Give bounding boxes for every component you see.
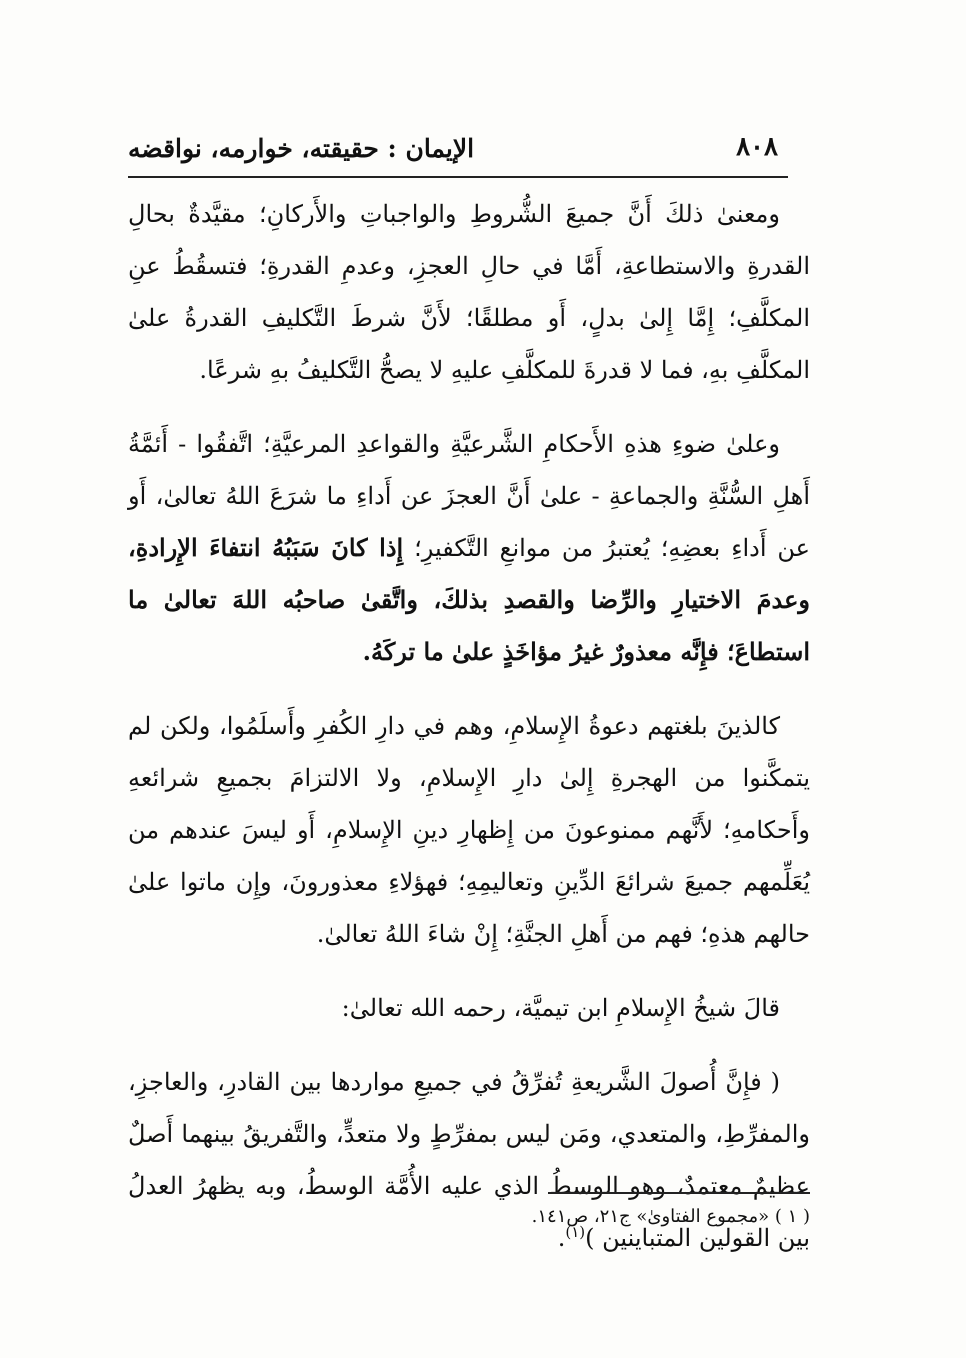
body-text (128, 188, 810, 1286)
quote-text: ( فإِنَّ أُصولَ الشَّريعةِ تُفرِّقُ في جميعِ مواردها بين القادرِ، والعاجزِ، والمفرِّطِ، والمتعدي، ومَن ليس بمفرِّطٍ ولا متعدٍّ، والتَّفريقُ بينهما أَصلٌ عظيمٌ معتمدٌ، وهو الوسطُ الذي عليه الأُمَّة الوسطُ، وبه يظهرُ العدلُ بين القولين المتباينين ) (128, 1068, 810, 1252)
quote-paragraph (128, 1056, 810, 1264)
paragraph-2-bold: إِذا كانَ سَبَبُهُ انتفاءَ الإِرادةِ، وعدمَ الاختيارِ والرِّضا والقصدِ بذلكَ، واتَّقىٰ صاحبُه اللهَ تعالىٰ ما استطاعَ؛ فإِنَّه معذورٌ غيرُ مؤاخَذٍ علىٰ ما تركَهُ. (128, 533, 810, 666)
paragraph-1: ومعنىٰ ذلكَ أَنَّ جميعَ الشُّروطِ والواجباتِ والأَركانِ؛ مقيَّدةٌ بحالِ القدرةِ والاستطاعةِ، أَمَّا في حالِ العجزِ، وعدمِ القدرةِ؛ فتسقُطُ عنِ المكلَّفِ؛ إِمَّا إِلىٰ بدلٍ، أَو مطلقًا؛ لأَنَّ شرطَ التَّكليفِ القدرةُ علىٰ المكلَّفِ بهِ، فما لا قدرةَ للمكلَّفِ عليهِ لا يصحُّ التَّكليفُ بهِ شرعًا. (128, 200, 810, 384)
paragraph-3: كالذينَ بلغتهم دعوةُ الإِسلامِ، وهم في دارِ الكُفرِ وأَسلَمُوا، ولكن لم يتمكَّنوا من الهجرةِ إِلىٰ دارِ الإِسلامِ، ولا الالتزامَ بجميعِ شرائعهِ وأَحكامهِ؛ لأَنَّهم ممنوعونَ من إِظهارِ دينِ الإِسلامِ، أَو ليسَ عندهم من يُعَلِّمهم جميعَ شرائعَ الدِّينِ وتعاليمِهِ؛ فهؤلاءِ معذورونَ، وإِن ماتوا علىٰ حالهم هذهِ؛ فهم من أَهلِ الجنَّةِ؛ إِنْ شاءَ اللهُ تعالىٰ. (128, 712, 810, 948)
footnote: ( ١ ) «مجموع الفتاوىٰ» ج٢١، ص١٤١. (531, 1206, 810, 1227)
paragraph-2-text: وعلىٰ ضوءِ هذهِ الأَحكامِ الشَّرعيَّةِ والقواعدِ المرعيَّةِ؛ اتَّفقُوا - أَئمَّةُ أَهلِ السُّنَّةِ والجماعةِ - علىٰ أَنَّ العجزَ عن أَداءِ ما شرَعَ اللهُ تعالىٰ، أَو عن أَداءِ بعضِهِ؛ يُعتبرُ من موانعِ التَّكفيرِ؛ (128, 430, 811, 562)
page-header (128, 132, 788, 174)
header-rule (128, 176, 788, 178)
footnote-reference: (١) (565, 1223, 586, 1241)
quote-end: . (557, 1224, 566, 1252)
page-number: ٨٠٨ (736, 132, 778, 162)
footnote-rule (548, 1192, 810, 1194)
paragraph-2 (128, 418, 810, 678)
running-title: الإيمان : حقيقته، خوارمه، نواقضه (128, 134, 475, 163)
quote-intro: قالَ شيخُ الإِسلامِ ابن تيميَّة، رحمه الله تعالىٰ: (341, 994, 780, 1022)
